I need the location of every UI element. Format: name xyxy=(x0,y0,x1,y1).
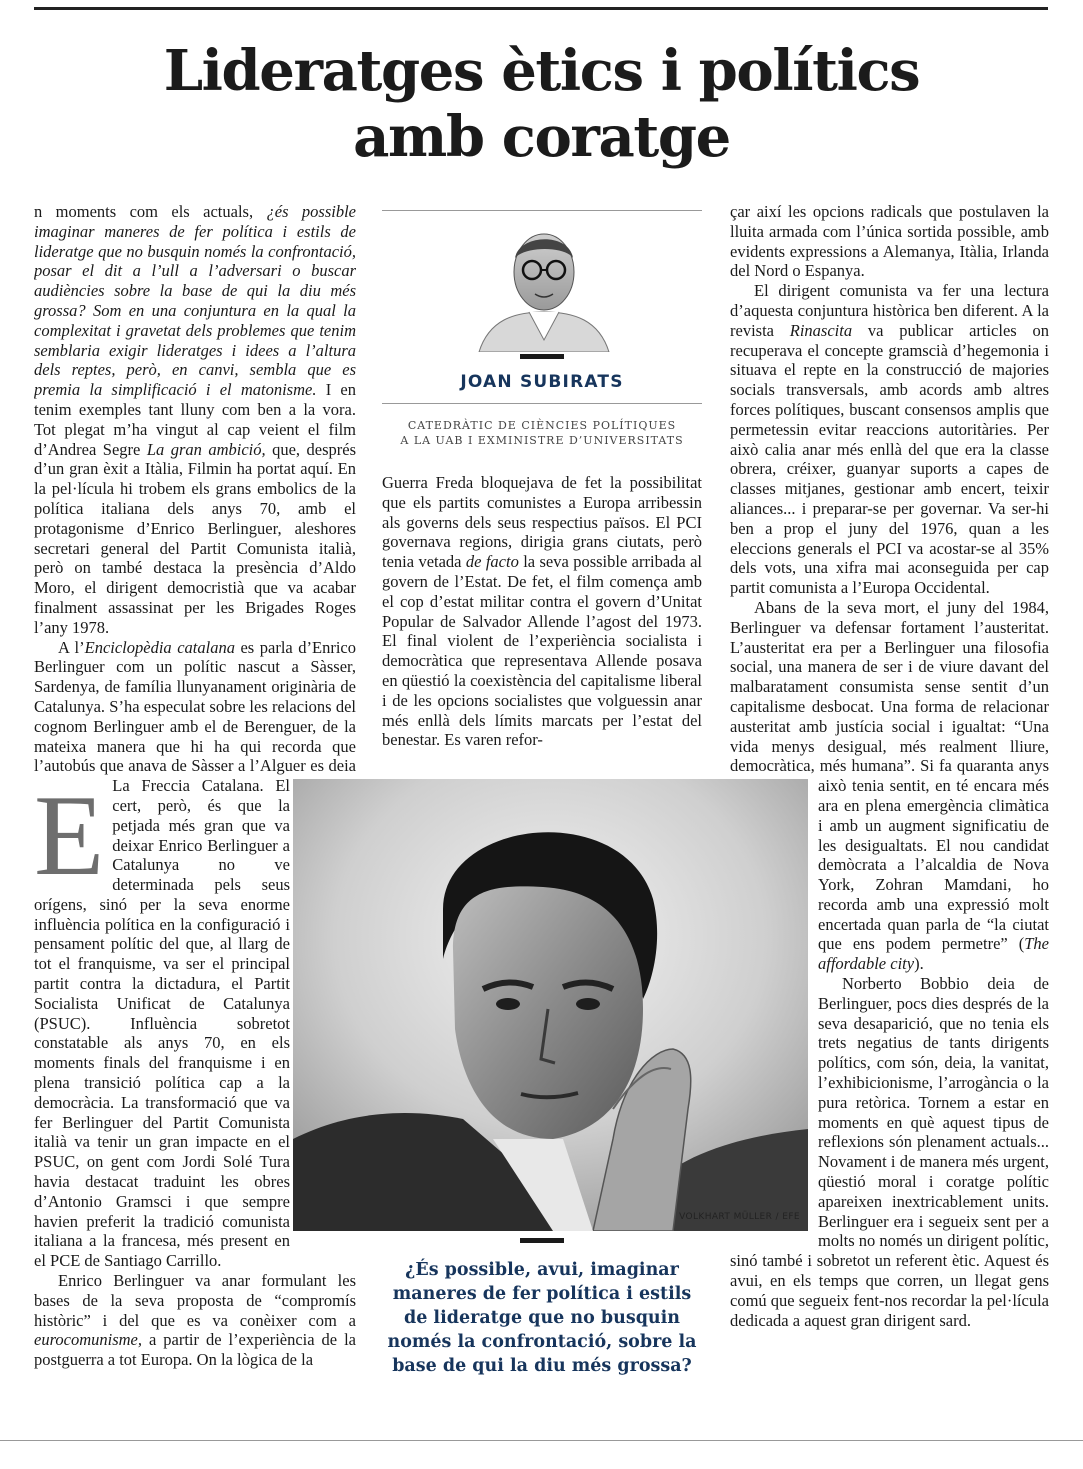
bottom-rule xyxy=(0,1440,1083,1441)
headline-line-1: Lideratges ètics i polítics xyxy=(163,38,920,104)
author-bio-line-1: CATEDRÀTIC DE CIÈNCIES POLÍTIQUES xyxy=(407,419,677,432)
paragraph-6: El dirigent comunista va fer una lectura d’aquesta conjuntura històrica ben diferent. A la revista Rinascita va publicar articles on recuperava el concepte gramscià d’hegemonia i situava el repte en la construcció de majories socials transversals, amb acords amb altres forces polítiques, buscant consensos amplis que permetessin evitar reaccions autoritàries. Per això calia anar més enllà del que era la classe obrera, créixer, guanyar suports a capes de classes mitjanes, gestionar amb encert, teixir aliances... i preparar-se per governar. Va ser-hi ben a prop el juny del 1976, quan a les eleccions generals el PCI va acostar-se al 35% dels vots, una xifra mai aconseguida per cap partit comunista a l’Europa Occidental. xyxy=(730,281,1049,598)
author-top-rule xyxy=(382,210,702,211)
author-bottom-rule xyxy=(382,403,702,404)
paragraph-2: A l’Enciclopèdia catalana es parla d’Enrico Berlinguer com un polític nascut a Sàsser, Sardenya, de família llunyanament originària de Catalunya. S’ha especulat sobre les relacions del cognom Berlinguer amb el de Berenguer, de la mateixa manera que hi ha qui recorda que l’autobús que anava de Sàsser a l’Alguer es deia La Freccia Catalana. El cert, però, és que la petjada més gran que va deixar Enrico Berlinguer a Catalunya no ve determinada pels seus orígens, sinó per la seva enorme influència política en la configuració i pensament polític del que, al llarg de tot el franquisme, va ser el principal partit contra la dictadura, el Partit Socialista Unificat de Catalunya (PSUC). Influència sobretot constatable als anys 70, en els moments finals del franquisme i en plena transició política cap a la democràcia. La transformació que va fer Berlinguer del Partit Comunista italià va tenir un gran impacte en el PSUC, on gent com Jordi Solé Tura havia destacat traduint les obres d’Antonio Gramsci i que sempre havien preferit la tradició comunista italiana a la francesa, més present en el PCE de Santiago Carrillo. xyxy=(34,637,356,1271)
paragraph-8: Norberto Bobbio deia de Berlinguer, pocs dies després de la seva desaparició, que no tenia els trets negatius de tants dirigents polítics, com són, deia, la vanitat, l’exhibicionisme, l’arrogància o la pura retòrica. Tornem a estar en moments en què aquest tipus de reflexions són plenament actuals... Novament i de manera més urgent, qüestió moral i coratge polític apareixen inextricablement units. Berlinguer era i segueix sent per a molts no només un dirigent polític, sinó també i sobretot un referent ètic. Aquest és avui, en els temps que corren, un llegat gens comú que segueix fent-nos recordar la pel·lícula dedicada a aquest gran dirigent sard. xyxy=(730,974,1049,1330)
author-accent-bar xyxy=(520,354,564,359)
paragraph-5: çar així les opcions radicals que postulaven la lluita armada com l’única sortida possible, amb evidents expressions a Alemanya, Itàlia, Irlanda del Nord o Espanya. xyxy=(730,202,1049,281)
photo-credit: VOLKHART MÜLLER / EFE xyxy=(679,1212,800,1222)
author-portrait xyxy=(469,220,619,352)
article-column-2 xyxy=(382,473,702,773)
author-name: JOAN SUBIRATS xyxy=(460,372,624,392)
drop-cap: E xyxy=(34,772,105,899)
paragraph-3: Enrico Berlinguer va anar formulant les bases de la seva proposta de “compromís històric” i del que es va conèixer com a eurocomunisme, a partir de l’experiència de la postguerra a tot Europa. On la lògica de la xyxy=(34,1271,356,1370)
pull-quote-bar xyxy=(520,1238,564,1243)
paragraph-4: Guerra Freda bloquejava de fet la possibilitat que els partits comunistes a Europa arribessin als governs dels seus respectius països. El PCI governava regions, dirigia grans ciutats, però tenia vetada de facto la seva possible arribada al govern de l’Estat. De fet, el film comença amb el cop d’estat militar contra el govern d’Unitat Popular de Salvador Allende l’agost del 1973. El final violent de l’experiència socialista i democràtica que representava Allende posava en qüestió la coexistència del capitalisme liberal i de les opcions socialistes que volguessin anar més enllà dels límits marcats per l’estat del benestar. Es varen refor- xyxy=(382,473,702,750)
paragraph-1: E n moments com els actuals, ¿és possible imaginar maneres de fer política i estils de lideratge que no busquin només la confrontació, posar el dit a l’ull a l’adversari o buscar audiències sobre la base de qui la diu més grossa? Som en una conjuntura en la qual la complexitat i gravetat dels problemes que tenim semblaria exigir lideratges i idees a l’altura dels reptes, però, en canvi, sembla que es premia la simplificació i el matonisme. I en tenim exemples tant lluny com ben a la vora. Tot plegat m’ha vingut al cap veient el film d’Andrea Segre La gran ambició, que, després d’un gran èxit a Itàlia, Filmin ha portat aquí. En la pel·lícula hi trobem els grans embolics de la política italiana dels anys 70, amb el protagonisme d’Enrico Berlinguer, aleshores secretari general del Partit Comunista italià, però on també destaca la presència d’Aldo Moro, el dirigent democristià que va acabar finalment assassinat per les Brigades Roges l’any 1978. xyxy=(34,202,356,899)
paragraph-7: Abans de la seva mort, el juny del 1984, Berlinguer va defensar fortament l’austeritat. L’austeritat era per a Berlinguer una filosofia social, una manera de ser i de viure davant del malbaratament consumista sense sentit d’un capitalisme desbocat. Una forma de relacionar austeritat amb justícia social i igualtat: “Una vida menys desigual, més realment lliure, democràtica, més humana”. Si fa quaranta anys això tenia sentit, en té encara més ara en plena emergència climàtica i amb un augment significatiu de les desigualtats. El nou candidat demòcrata a l’alcaldia de Nova York, Zohran Mamdani, ho recorda amb una expressió molt encertada quan parla de “la ciutat que ens podem permetre” (The affordable city). xyxy=(730,597,1049,974)
author-bio xyxy=(382,418,702,448)
top-rule xyxy=(34,7,1048,10)
author-bio-line-2: A LA UAB I EXMINISTRE D’UNIVERSITATS xyxy=(400,434,684,447)
main-photo-berlinguer xyxy=(293,779,808,1231)
headline xyxy=(40,38,1043,170)
pull-quote: ¿És possible, avui, imaginar maneres de fer política i estils de lideratge que no busquin només la confrontació, sobre la base de qui la diu més grossa? xyxy=(387,1260,697,1376)
headline-line-2: amb coratge xyxy=(353,104,730,170)
